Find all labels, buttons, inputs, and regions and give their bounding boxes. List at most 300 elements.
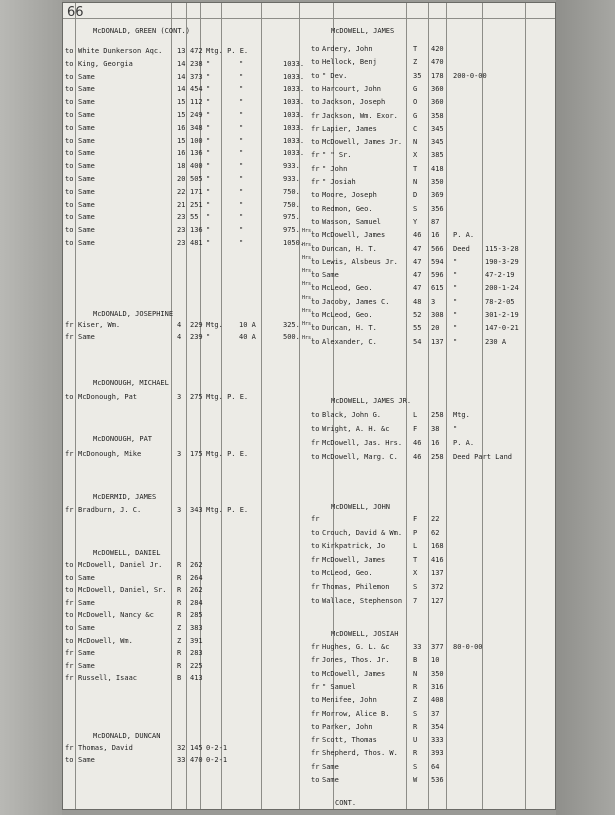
ledger-cell-direction: fr — [311, 763, 320, 771]
ledger-cell-direction: to — [311, 85, 320, 93]
ledger-cell-amount: 1033. — [283, 137, 305, 145]
ledger-cell-page: 420 — [431, 45, 444, 53]
ledger-cell-direction: fr — [65, 744, 74, 752]
ledger-cell-page: 251 — [190, 201, 203, 209]
ledger-cell-direction: fr — [311, 178, 320, 186]
scan-margin-left — [0, 0, 62, 815]
ledger-cell-amount: 975. — [283, 213, 300, 221]
ledger-cell-direction: to — [311, 245, 320, 253]
ledger-cell-page: 358 — [431, 112, 444, 120]
ledger-cell-page: 360 — [431, 85, 444, 93]
ledger-cell-book: 33 — [177, 756, 186, 764]
ledger-cell-book: R — [177, 611, 182, 619]
ledger-cell-page: 145 — [190, 744, 203, 752]
ledger-cell-page: 372 — [431, 583, 444, 591]
ledger-cell-page: 393 — [431, 749, 444, 757]
ledger-cell-page: 333 — [431, 736, 444, 744]
ledger-cell-book: 3 — [177, 393, 182, 401]
ledger-cell-book: 55 — [413, 324, 422, 332]
ledger-cell-page: 22 — [431, 515, 440, 523]
ledger-cell-party-name: Same — [78, 137, 95, 145]
ledger-cell-book: 21 — [177, 201, 186, 209]
ledger-cell-book: 14 — [177, 85, 186, 93]
ledger-cell-book: R — [413, 723, 418, 731]
ledger-cell-direction: fr — [65, 450, 74, 458]
ledger-cell-party-name: Same — [78, 333, 95, 341]
ledger-cell-party-name: McDowell, Marg. C. — [322, 453, 398, 461]
ledger-cell-book: R — [177, 599, 182, 607]
ledger-cell-amount: 975. — [283, 226, 300, 234]
ledger-cell-instrument: 0-2-1 — [206, 744, 228, 752]
ledger-cell-book: S — [413, 763, 418, 771]
ledger-cell-book: Z — [177, 624, 182, 632]
ledger-cell-page: 275 — [190, 393, 203, 401]
ledger-cell-direction: fr — [311, 439, 320, 447]
ledger-cell-direction: fr — [65, 649, 74, 657]
ledger-cell-instrument: " — [206, 98, 211, 106]
ledger-cell-party-name: McDowell, James Jr. — [322, 138, 403, 146]
ledger-cell-page: 229 — [190, 321, 203, 329]
ledger-cell-party-name: " Josiah — [322, 178, 356, 186]
ledger-cell-book: R — [177, 574, 182, 582]
ledger-cell-direction: to — [65, 239, 74, 247]
ledger-cell-instrument: " — [206, 149, 211, 157]
ledger-cell-page: 258 — [431, 453, 444, 461]
ledger-cell-instrument: " — [453, 271, 458, 279]
ledger-cell-direction: to — [311, 205, 320, 213]
ledger-cell-party-name: " Dev. — [322, 72, 348, 80]
ledger-cell-direction: to — [311, 258, 320, 266]
ledger-cell-party-name: McLeod, Geo. — [322, 569, 373, 577]
ledger-cell-acreage: 10 A — [239, 321, 256, 329]
ledger-cell-book: O — [413, 98, 418, 106]
ledger-cell-direction: to — [65, 393, 74, 401]
ledger-cell-party-name: McDowell, Daniel Jr. — [78, 561, 163, 569]
ledger-cell-party-name: Menifee, John — [322, 696, 377, 704]
ledger-cell-amount: 750. — [283, 201, 300, 209]
ledger-cell-direction: fr — [311, 151, 320, 159]
ledger-cell-party-name: Hellock, Benj — [322, 58, 377, 66]
section-header: McDONALD, JOSEPHINE — [93, 310, 174, 318]
ledger-cell-book: 16 — [177, 124, 186, 132]
ledger-cell-heirs-mark: Hrs. — [302, 228, 315, 234]
ledger-cell-party-name: McDowell, James — [322, 231, 386, 239]
ledger-cell-direction: to — [311, 311, 320, 319]
ledger-cell-party-name: Ardery, John — [322, 45, 373, 53]
ledger-cell-amount: 1033. — [283, 73, 305, 81]
section-header: McDONOUGH, MICHAEL — [93, 379, 169, 387]
column-rule — [221, 3, 222, 809]
ledger-cell-page: 262 — [190, 586, 203, 594]
ledger-cell-acreage: 40 A — [239, 333, 256, 341]
section-header: McDOWELL, DANIEL — [93, 549, 161, 557]
ledger-cell-page: 20 — [431, 324, 440, 332]
ledger-cell-party-name: Same — [78, 124, 95, 132]
ledger-cell-page: 55 — [190, 213, 199, 221]
ledger-cell-direction: fr — [311, 736, 320, 744]
ledger-cell-direction: to — [311, 425, 320, 433]
ledger-cell-book: 47 — [413, 258, 422, 266]
ledger-cell-page: 168 — [431, 542, 444, 550]
ledger-cell-page: 262 — [190, 561, 203, 569]
ledger-cell-heirs-mark: Hrs. — [302, 321, 315, 327]
ledger-cell-party-name: Thomas, Philemon — [322, 583, 390, 591]
ledger-cell-page: 137 — [431, 569, 444, 577]
ledger-cell-party-name: Scott, Thomas — [322, 736, 377, 744]
ledger-cell-book: S — [413, 710, 418, 718]
ledger-cell-instrument: " — [453, 284, 458, 292]
ledger-cell-direction: to — [65, 624, 74, 632]
ledger-cell-page: 369 — [431, 191, 444, 199]
ledger-cell-book: 16 — [177, 149, 186, 157]
ledger-cell-instrument: " — [206, 111, 211, 119]
ledger-cell-party-name: McDowell, James — [322, 556, 386, 564]
ledger-cell-page: 454 — [190, 85, 203, 93]
ledger-cell-book: 13 — [177, 47, 186, 55]
ledger-cell-direction: to — [311, 284, 320, 292]
ledger-cell-book: 15 — [177, 111, 186, 119]
ledger-cell-book: R — [413, 683, 418, 691]
ledger-cell-party-name: Same — [78, 98, 95, 106]
ledger-cell-party-name: Same — [322, 271, 339, 279]
ledger-cell-party-name: McDowell, Jas. Hrs. — [322, 439, 403, 447]
ledger-cell-acreage: " — [239, 162, 244, 170]
ledger-cell-party-name: Same — [78, 574, 95, 582]
ledger-cell-page: 615 — [431, 284, 444, 292]
ledger-cell-instrument: P. A. — [453, 439, 475, 447]
ledger-cell-page: 470 — [190, 756, 203, 764]
ledger-cell-book: N — [413, 138, 418, 146]
ledger-cell-instrument: P. A. — [453, 231, 475, 239]
ledger-cell-book: 47 — [413, 245, 422, 253]
ledger-cell-instrument: " — [206, 124, 211, 132]
ledger-cell-direction: to — [311, 597, 320, 605]
ledger-cell-instrument: " — [453, 311, 458, 319]
ledger-cell-book: 22 — [177, 188, 186, 196]
ledger-cell-direction: to — [311, 231, 320, 239]
ledger-cell-heirs-mark: Hrs. — [302, 335, 315, 341]
ledger-cell-direction: fr — [311, 643, 320, 651]
ledger-cell-instrument: " — [453, 425, 458, 433]
ledger-cell-heirs-mark: Hrs. — [302, 255, 315, 261]
ledger-cell-direction: fr — [311, 710, 320, 718]
ledger-cell-direction: to — [65, 137, 74, 145]
ledger-cell-page: 343 — [190, 506, 203, 514]
ledger-cell-instrument: Deed Part Land — [453, 453, 513, 461]
ledger-cell-page: 87 — [431, 218, 440, 226]
ledger-cell-direction: to — [311, 776, 320, 784]
ledger-cell-amount: 1033. — [283, 60, 305, 68]
ledger-cell-heirs-mark: Hrs. — [302, 268, 315, 274]
ledger-cell-book: B — [413, 656, 418, 664]
ledger-cell-book: 15 — [177, 137, 186, 145]
ledger-cell-party-name: Wright, A. H. &c — [322, 425, 390, 433]
ledger-cell-party-name: " John — [322, 165, 348, 173]
ledger-cell-direction: to — [65, 175, 74, 183]
ledger-cell-party-name: Same — [322, 776, 339, 784]
ledger-cell-page: 62 — [431, 529, 440, 537]
ledger-cell-instrument: " — [206, 175, 211, 183]
ledger-cell-book: 23 — [177, 226, 186, 234]
ledger-cell-book: 48 — [413, 298, 422, 306]
ledger-cell-page: 171 — [190, 188, 203, 196]
ledger-cell-direction: to — [65, 124, 74, 132]
ledger-cell-party-name: Thomas, David — [78, 744, 133, 752]
continued-footer: CONT. — [335, 799, 357, 807]
column-rule — [428, 3, 429, 809]
ledger-cell-party-name: Bradburn, J. C. — [78, 506, 142, 514]
ledger-cell-direction: fr — [65, 674, 74, 682]
ledger-cell-page: 354 — [431, 723, 444, 731]
ledger-cell-party-name: Same — [322, 763, 339, 771]
ledger-cell-book: L — [413, 411, 418, 419]
ledger-cell-party-name: McLeod, Geo. — [322, 311, 373, 319]
ledger-cell-party-name: Morrow, Alice B. — [322, 710, 390, 718]
ledger-cell-page: 112 — [190, 98, 203, 106]
ledger-cell-instrument: " — [453, 338, 458, 346]
ledger-cell-acreage: " — [239, 149, 244, 157]
ledger-cell-party-name: McDonough, Pat — [78, 393, 138, 401]
ledger-cell-direction: fr — [311, 656, 320, 664]
ledger-cell-party-name: " Samuel — [322, 683, 356, 691]
ledger-cell-page: 10 — [431, 656, 440, 664]
ledger-cell-direction: to — [311, 696, 320, 704]
ledger-cell-amount: 190-3-29 — [485, 258, 519, 266]
ledger-cell-instrument: Mtg. P. E. — [206, 393, 249, 401]
section-header: McDERMID, JAMES — [93, 493, 157, 501]
ledger-cell-page: 316 — [431, 683, 444, 691]
ledger-cell-amount: 147-0-21 — [485, 324, 519, 332]
ledger-cell-page: 377 — [431, 643, 444, 651]
ledger-cell-book: 33 — [413, 643, 422, 651]
ledger-cell-direction: fr — [65, 333, 74, 341]
ledger-cell-party-name: Same — [78, 175, 95, 183]
column-rule — [525, 3, 526, 809]
ledger-cell-direction: to — [311, 411, 320, 419]
ledger-cell-direction: to — [311, 218, 320, 226]
ledger-cell-direction: fr — [311, 583, 320, 591]
ledger-cell-direction: fr — [311, 112, 320, 120]
ledger-cell-book: R — [177, 586, 182, 594]
ledger-cell-amount: 1033. — [283, 98, 305, 106]
ledger-cell-direction: to — [311, 542, 320, 550]
ledger-cell-page: 225 — [190, 662, 203, 670]
ledger-cell-party-name: Duncan, H. T. — [322, 245, 377, 253]
ledger-cell-direction: fr — [311, 683, 320, 691]
ledger-cell-direction: to — [65, 561, 74, 569]
ledger-cell-direction: to — [65, 226, 74, 234]
ledger-cell-page: 38 — [431, 425, 440, 433]
ledger-cell-direction: to — [311, 72, 320, 80]
ledger-cell-acreage: " — [239, 137, 244, 145]
ledger-cell-party-name: Same — [78, 201, 95, 209]
ledger-cell-book: 15 — [177, 98, 186, 106]
ledger-cell-page: 238 — [190, 60, 203, 68]
ledger-cell-book: R — [413, 749, 418, 757]
ledger-cell-direction: to — [65, 213, 74, 221]
ledger-cell-amount: 750. — [283, 188, 300, 196]
section-header: McDOWELL, JOSIAH — [331, 630, 399, 638]
ledger-cell-page: 416 — [431, 556, 444, 564]
ledger-cell-party-name: Same — [78, 213, 95, 221]
ledger-cell-direction: fr — [65, 506, 74, 514]
ledger-cell-page: 505 — [190, 175, 203, 183]
ledger-cell-book: 3 — [177, 506, 182, 514]
ledger-cell-book: 4 — [177, 333, 182, 341]
section-header: McDOWELL, JAMES — [331, 27, 395, 35]
ledger-cell-party-name: Same — [78, 756, 95, 764]
ledger-cell-page: 470 — [431, 58, 444, 66]
ledger-cell-direction: to — [311, 298, 320, 306]
ledger-cell-book: T — [413, 45, 418, 53]
ledger-cell-book: R — [177, 662, 182, 670]
ledger-cell-direction: to — [311, 529, 320, 537]
ledger-cell-direction: to — [311, 453, 320, 461]
ledger-cell-page: 596 — [431, 271, 444, 279]
ledger-cell-page: 37 — [431, 710, 440, 718]
ledger-cell-book: Y — [413, 218, 418, 226]
ledger-cell-book: N — [413, 178, 418, 186]
ledger-cell-heirs-mark: Hrs. — [302, 242, 315, 248]
scan-margin-right — [556, 0, 615, 815]
ledger-cell-book: 14 — [177, 60, 186, 68]
ledger-cell-page: 16 — [431, 439, 440, 447]
ledger-cell-page: 472 — [190, 47, 203, 55]
ledger-cell-instrument: " — [206, 85, 211, 93]
ledger-cell-party-name: Jackson, Wm. Exor. — [322, 112, 398, 120]
ledger-cell-instrument: " — [206, 188, 211, 196]
ledger-cell-page: 285 — [190, 611, 203, 619]
ledger-cell-party-name: Harcourt, John — [322, 85, 382, 93]
ledger-cell-party-name: Lewis, Alsbeus Jr. — [322, 258, 398, 266]
ledger-page — [62, 2, 556, 810]
ledger-cell-book: 47 — [413, 271, 422, 279]
ledger-cell-direction: fr — [65, 321, 74, 329]
section-header: McDONALD, GREEN (CONT.) — [93, 27, 190, 35]
ledger-cell-book: W — [413, 776, 418, 784]
ledger-cell-party-name: Kirkpatrick, Jo — [322, 542, 386, 550]
ledger-cell-instrument: " — [206, 213, 211, 221]
ledger-cell-book: 3 — [177, 450, 182, 458]
ledger-cell-party-name: McDowell, James — [322, 670, 386, 678]
ledger-cell-party-name: Same — [78, 73, 95, 81]
ledger-cell-book: 23 — [177, 239, 186, 247]
page-number: 66 — [67, 5, 84, 20]
ledger-cell-amount: 200-1-24 — [485, 284, 519, 292]
ledger-cell-instrument: " — [206, 60, 211, 68]
ledger-cell-book: F — [413, 425, 418, 433]
ledger-cell-acreage: " — [239, 213, 244, 221]
ledger-cell-page: 345 — [431, 138, 444, 146]
ledger-cell-amount: 500. — [283, 333, 300, 341]
ledger-cell-direction: to — [311, 569, 320, 577]
section-header: McDOWELL, JOHN — [331, 503, 391, 511]
ledger-cell-direction: to — [65, 162, 74, 170]
ledger-cell-book: L — [413, 542, 418, 550]
ledger-cell-page: 127 — [431, 597, 444, 605]
ledger-cell-party-name: Same — [78, 188, 95, 196]
ledger-cell-page: 350 — [431, 670, 444, 678]
ledger-cell-book: D — [413, 191, 418, 199]
ledger-cell-book: 46 — [413, 453, 422, 461]
ledger-cell-book: P — [413, 529, 418, 537]
ledger-cell-book: 47 — [413, 284, 422, 292]
ledger-cell-acreage: " — [239, 201, 244, 209]
ledger-cell-heirs-mark: Hrs. — [302, 281, 315, 287]
ledger-cell-book: 46 — [413, 439, 422, 447]
ledger-cell-instrument: " — [206, 137, 211, 145]
ledger-cell-party-name: McDonough, Mike — [78, 450, 142, 458]
ledger-cell-book: G — [413, 85, 418, 93]
ledger-cell-direction: to — [311, 271, 320, 279]
ledger-cell-party-name: McDowell, Wm. — [78, 637, 133, 645]
ledger-cell-party-name: Same — [78, 239, 95, 247]
ledger-cell-page: 418 — [431, 165, 444, 173]
ledger-cell-page: 413 — [190, 674, 203, 682]
ledger-cell-page: 345 — [431, 125, 444, 133]
ledger-cell-book: B — [177, 674, 182, 682]
ledger-cell-party-name: Crouch, David & Wm. — [322, 529, 403, 537]
ledger-cell-party-name: Same — [78, 649, 95, 657]
ledger-cell-book: 35 — [413, 72, 422, 80]
ledger-cell-party-name: Same — [78, 624, 95, 632]
ledger-cell-amount: 301-2-19 — [485, 311, 519, 319]
ledger-cell-direction: to — [65, 111, 74, 119]
ledger-cell-book: S — [413, 205, 418, 213]
column-rule — [171, 3, 172, 809]
ledger-cell-direction: fr — [65, 662, 74, 670]
ledger-cell-party-name: Same — [78, 85, 95, 93]
ledger-cell-party-name: Same — [78, 662, 95, 670]
ledger-cell-book: 23 — [177, 213, 186, 221]
ledger-cell-direction: to — [65, 586, 74, 594]
ledger-cell-party-name: Wasson, Samuel — [322, 218, 382, 226]
ledger-cell-amount: 933. — [283, 162, 300, 170]
ledger-cell-page: 136 — [190, 226, 203, 234]
ledger-cell-party-name: McLeod, Geo. — [322, 284, 373, 292]
ledger-cell-amount: 1050. — [283, 239, 305, 247]
ledger-cell-book: R — [177, 561, 182, 569]
ledger-cell-instrument: 80-0-00 — [453, 643, 483, 651]
ledger-cell-page: 283 — [190, 649, 203, 657]
column-rule — [406, 3, 407, 809]
ledger-cell-direction: to — [65, 149, 74, 157]
ledger-cell-party-name: Shepherd, Thos. W. — [322, 749, 398, 757]
ledger-cell-page: 350 — [431, 178, 444, 186]
ledger-cell-direction: to — [65, 73, 74, 81]
ledger-cell-page: 175 — [190, 450, 203, 458]
ledger-cell-book: 32 — [177, 744, 186, 752]
ledger-cell-page: 385 — [431, 151, 444, 159]
ledger-cell-direction: fr — [311, 165, 320, 173]
section-header: McDONOUGH, PAT — [93, 435, 153, 443]
ledger-cell-instrument: " — [453, 258, 458, 266]
ledger-cell-direction: to — [65, 756, 74, 764]
ledger-cell-page: 536 — [431, 776, 444, 784]
ledger-cell-direction: to — [311, 723, 320, 731]
section-header: McDOWELL, JAMES JR. — [331, 397, 412, 405]
ledger-cell-book: X — [413, 569, 418, 577]
ledger-cell-heirs-mark: Hrs. — [302, 295, 315, 301]
ledger-cell-party-name: Same — [78, 162, 95, 170]
ledger-cell-acreage: " — [239, 98, 244, 106]
ledger-cell-amount: 1033. — [283, 111, 305, 119]
ledger-cell-party-name: Black, John G. — [322, 411, 382, 419]
ledger-cell-acreage: " — [239, 239, 244, 247]
ledger-cell-direction: to — [311, 138, 320, 146]
ledger-cell-instrument: " — [206, 73, 211, 81]
ledger-cell-page: 239 — [190, 333, 203, 341]
